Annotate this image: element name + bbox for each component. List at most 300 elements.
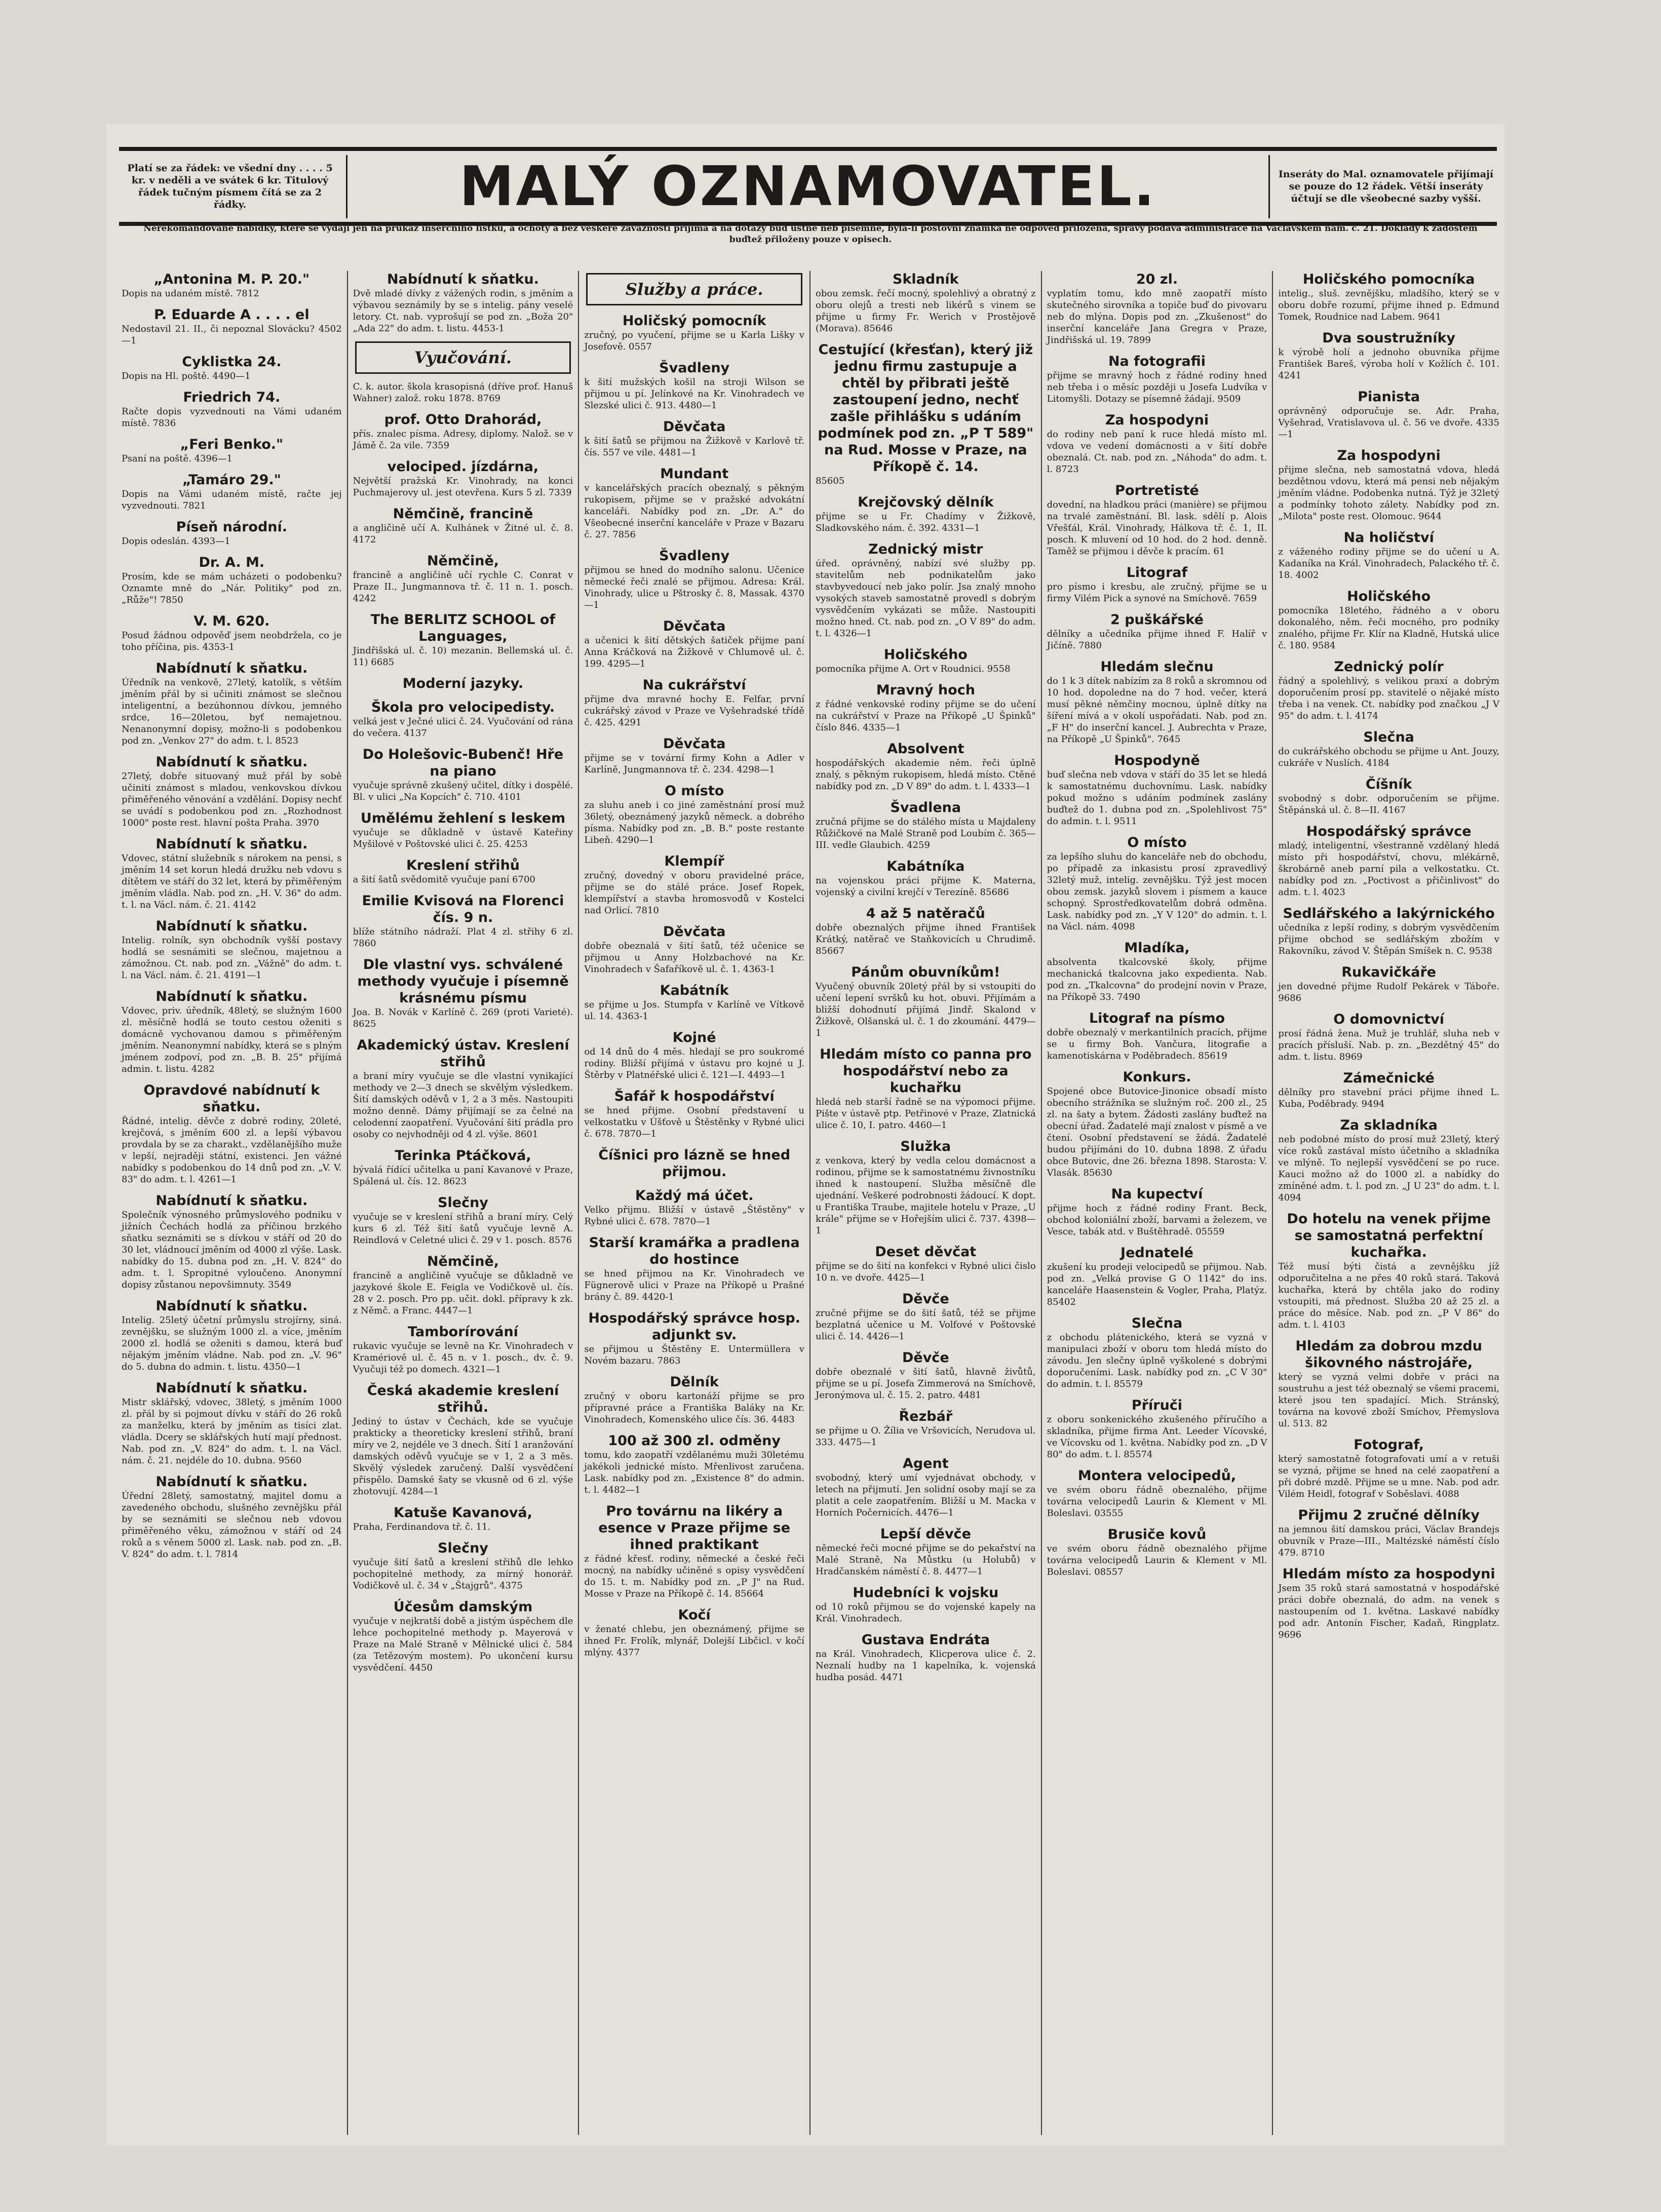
ad-title: Přijmu 2 zručné dělníky — [1298, 1507, 1480, 1523]
classified-ad — [122, 660, 342, 747]
ad-title: Klempíř — [664, 853, 724, 869]
ad-text: Mistr sklářský, vdovec, 38letý, s jměním 1000 zl. přál by si pojmout dívku v stáří do 26 roků za manželku, která by jměním as tisíci zlat. vládla. Dcery se sklářských hutí mají přednost. Nab. pod zn. „V. 824" do adm. t. l. na Václ. nám. č. 21. nejdéle do 10. dubna. 9560 — [122, 1397, 342, 1466]
ad-text: tomu, kdo zaopatří vzdělanému muži 30letému jakékoli jednické místo. Mřenlivost zaručena. Lask. nabídky pod zn. „Existence 8" do admin. t. l. 4482—1 — [584, 1450, 804, 1495]
ad-title: Děvčata — [663, 736, 726, 752]
ad-text: blíže státního nádraží. Plat 4 zl. střihy 6 zl. 7860 — [353, 926, 573, 949]
ad-title: Němčině, — [427, 1254, 499, 1269]
ad-title: Děvčata — [663, 618, 726, 634]
ad-text: C. k. autor. škola krasopisná (dříve prof. Hanuš Wahner) založ. roku 1878. 8769 — [353, 381, 573, 404]
ad-text: buď slečna neb vdova v stáří do 35 let se hledá k samostatnému duchovnímu. Lask. nabídky pokud možno s udáním podmínek zaslány buďtež do 1. dubna pod zn. „Spolehlivost 75" do admin. t. l. 9511 — [1047, 769, 1267, 827]
ad-text: přijme slečna, neb samostatná vdova, hledá bezdětnou vdovu, která má pensi neb nějakým jměním vládne. Podobenka nutná. Týž je 32letý a podmínky tohoto zálety. Nabídky pod zn. „Milota" poste rest. Olomouc. 9644 — [1278, 464, 1499, 522]
ad-column-4 — [810, 271, 1042, 2135]
classified-ad — [353, 1504, 573, 1533]
ad-text: úřed. oprávněný, nabízí své služby pp. stavitelům neb podnikatelům jako stavbyvedoucí neb jako polír. Jsa znalý mnoho vysokých staveb samostatně provedl s dobrým vysvědčením vykázati se může. Nastoupiti možno hned. Ct. nab. pod zn. „O V 89" do adm. t. l. 4326—1 — [815, 558, 1036, 639]
ad-title: Píseň národní. — [176, 519, 288, 535]
ad-title: Montera velocipedů, — [1077, 1468, 1237, 1484]
ad-text: dobře obeznalých přijme ihned František Krátký, natěrač ve Staňkovicích u Chrudimě. 85667 — [815, 922, 1036, 956]
classified-ad — [1278, 658, 1499, 722]
classified-ad — [122, 1380, 342, 1466]
ad-text: francině a angličině vyučuje se důkladně ve jazykové škole E. Feigla ve Vodičkově ul. čís. 28 v 2. posch. Pro pp. učit. dokl. přípravy k zk. z Němč. a Franc. 4447—1 — [353, 1270, 573, 1316]
ad-title: Cestující (křesťan), který již jednu firmu zastupuje a chtěl by přibrati ještě zastoupení jedno, nechť zašle přihlášku s udáním podmínek pod zn. „P T 589" na Rud. Mosse v Praze, na Příkopě č. 14. — [818, 342, 1034, 475]
ad-text: Vyučený obuvník 20letý přál by si vstoupiti do učení lepení svršků ku hot. obuvi. Přijímám a bližší dohodnutí přijímá Jindř. Skalond v Žižkově, Olšanská ul. č. 1 do zkoumání. 4479—1 — [815, 981, 1036, 1038]
ad-text: Praha, Ferdinandova tř. č. 11. — [353, 1522, 491, 1532]
ad-title: Příruči — [1131, 1398, 1183, 1413]
ad-text: hospodářských akademie něm. řeči úplně znalý, s pěkným rukopisem, hledá místo. Ctěné nabídky pod zn. „D V 89" do adm. t. l. 4333—1 — [815, 758, 1036, 792]
classified-ad — [1278, 1011, 1499, 1063]
classified-ad — [816, 646, 1036, 675]
ad-text: zručný, dovedný v oboru pravidelné práce, přijme se do stálé práce. Josef Ropek, klempířství a stavba hromosvodů v Kostelci nad Orlicí. 7810 — [584, 870, 804, 916]
classified-ad — [1047, 1186, 1267, 1237]
ad-title: Číšnici pro lázně se hned přijmou. — [598, 1147, 791, 1180]
ad-text: hledá neb starší řadně se na výpomoci přijme. Pište v ústavě ptp. Petřinové v Praze, Zlatnická ulice č. 10, I. patro. 4460—1 — [815, 1097, 1036, 1131]
ad-title: Hospodářský správce hosp. adjunkt sv. — [588, 1310, 800, 1343]
ad-text: se hned přijmou na Kr. Vinohradech ve Fügnerově ulici v Praze na Příkopě u Prašné brány č. 89. 4420-1 — [584, 1268, 804, 1302]
ad-text: zručný, po vyučení, přijme se u Karla Lišky v Josefově. 0557 — [584, 330, 804, 352]
classified-ad — [1278, 1437, 1499, 1500]
ad-title: Starší kramářka a pradlena do hostince — [589, 1235, 800, 1267]
ad-title: „Antonina M. P. 20." — [153, 271, 310, 287]
ad-title: Nabídnutí k sňatku. — [156, 1193, 308, 1209]
ad-text: z obchodu plátenického, která se vyzná v manipulaci zboží v oboru tom hledá místo do závodu. Jen slečny úplně vyškolené s dobrými doporučeními. Lask. nabídky pod zn. „C V 30" do admin. t. l. 85579 — [1047, 1332, 1267, 1389]
classified-ad — [1047, 271, 1267, 346]
ad-text: ve svém oboru řádně obeznalého, přijme továrna velocipedů Laurin & Klement v Ml. Boleslavi. 03555 — [1047, 1485, 1267, 1519]
classified-ad — [353, 699, 573, 739]
ad-title: Kojné — [672, 1030, 716, 1045]
classified-ad — [584, 1607, 804, 1658]
ad-text: z oboru sonkenického zkušeného příručího a skladníka, přijme firma Ant. Leeder Vícovské, ve Vícovsku od 1. května. Nabídky pod zn. „D V 80" do adm. t. l. 85574 — [1047, 1414, 1267, 1460]
classified-ad — [353, 956, 573, 1030]
ad-text: který samostatně fotografovati umí a v retuši se vyzná, přijme se hned na celé zaopatření a při dobré mzdě. Přijme se u mne. Nab. pod adr. Vilém Heidl, fotograf v Soběslavi. 4088 — [1278, 1454, 1499, 1499]
ad-title: Jednatelé — [1121, 1245, 1193, 1261]
ad-text: se přijmou u Štěstěny E. Untermüllera v Novém bazaru. 7863 — [584, 1344, 804, 1366]
ad-title: Friedrich 74. — [183, 390, 281, 405]
ad-title: Nabídnutí k sňatku. — [156, 1298, 308, 1314]
ad-title: 100 až 300 zl. odměny — [608, 1433, 781, 1449]
ad-title: Účesům damským — [393, 1599, 533, 1615]
ad-title: Na cukrářství — [642, 677, 746, 693]
ad-text: vyučuje se důkladně v ústavě Kateřiny Myšilové v Poštovské ulici č. 25. 4253 — [353, 827, 573, 849]
ad-title: Za skladníka — [1340, 1117, 1438, 1133]
ad-title: Služka — [900, 1139, 951, 1154]
classified-ad — [1047, 658, 1267, 745]
classified-ad — [1047, 482, 1267, 557]
ad-title: Slečna — [1363, 729, 1414, 745]
classified-ad — [353, 1599, 573, 1674]
classified-ad — [353, 458, 573, 498]
classified-ad — [122, 613, 342, 653]
classified-ad — [584, 618, 804, 670]
ad-column-3 — [579, 271, 810, 2135]
classified-ad — [1047, 412, 1267, 475]
ad-text: 27letý, dobře situovaný muž přál by sobě učiniti známost s mladou, venkovskou dívkou přiměřeného věnování a vzdělání. Dopisy nechť se uvádí s podobenkou pod zn. „Rozhodnost 1000" poste rest. hlavní pošta Praha. 3970 — [122, 771, 342, 828]
classified-ad — [584, 1234, 804, 1303]
ad-title: Cyklistka 24. — [182, 354, 282, 370]
ad-text: rukavic vyučuje se levně na Kr. Vinohradech v Kramériově ul. č. 45 n. v 1. posch., dv. č. 9. Vyučuji též po domech. 4321—1 — [353, 1341, 573, 1375]
classified-ad — [353, 271, 573, 334]
ad-title: Deset děvčat — [875, 1244, 977, 1260]
ad-text: a šití šatů svědomitě vyučuje paní 6700 — [353, 874, 535, 885]
ad-title: Dr. A. M. — [199, 555, 265, 570]
ad-text: Dvě mladé dívky z vážených rodin, s jměním a výbavou seznámily by se s intelig. pány veselé letory. Ct. nab. vyprošují se pod zn. „Boža 20" „Ada 22" do adm. t. listu. 4453-1 — [353, 288, 573, 334]
ad-text: přijme se u Fr. Chadímy v Žižkově, Sladkovského nám. č. 392. 4331—1 — [815, 511, 1036, 533]
classified-ad — [584, 853, 804, 916]
section-heading: Služby a práce. — [586, 273, 802, 305]
classified-ad — [1047, 940, 1267, 1003]
ad-title: Za hospodyni — [1105, 412, 1209, 428]
classified-ad — [122, 1082, 342, 1185]
ad-text: přijme dva mravné hochy E. Felfar, první cukrářský závod v Praze ve Vyšehradské třídě č. 425. 4291 — [584, 694, 804, 728]
ad-title: Šafář k hospodářství — [614, 1089, 775, 1104]
ad-text: německé řeči mocné přijme se do pekařství na Malé Straně, Na Můstku (u Holubů) v Hradčanském náměstí č. 8. 4477—1 — [815, 1543, 1036, 1577]
ad-text: zručná přijme se do stálého místa u Majdaleny Růžičkové na Malé Straně pod Loubím č. 365—III. vedle Glaubich. 4259 — [815, 817, 1036, 850]
ad-text: Řádné, intelig. děvče z dobré rodiny, 20leté, krejčová, s jměním 600 zl. a lepší výbavou provdala by se za charakt., vzdělanějšího muže v lepší, nejraději státní, existenci. Jen vážné nabídky s podobenkou do 14 dnů pod zn. „V. V. 83" do adm. t. l. 4261—1 — [122, 1116, 342, 1185]
ad-text: na jemnou šití damskou práci, Václav Brandejs obuvník v Praze—III., Maltézské náměstí číslo 479. 8710 — [1278, 1524, 1499, 1558]
classified-ad — [816, 341, 1036, 487]
classified-ad — [816, 682, 1036, 733]
classified-ad — [1047, 1526, 1267, 1578]
ad-text: do rodiny neb paní k ruce hledá místo ml. vdova ve vedení domácnosti a v šití dobře obeznalá. Ct. nab. pod zn. „Náhoda" do adm. t. l. 8723 — [1047, 429, 1267, 475]
ad-text: a angličině učí A. Kulhánek v Žitné ul. č. 8. 4172 — [353, 523, 573, 545]
classified-ad — [122, 554, 342, 606]
classified-ad — [816, 964, 1036, 1039]
ad-title: Holičského pomocníka — [1302, 271, 1475, 287]
ad-title: 2 puškářské — [1110, 612, 1204, 628]
classified-ad — [1047, 564, 1267, 604]
classified-ad — [584, 735, 804, 775]
classified-ad — [353, 1147, 573, 1187]
ad-text: Jindřišská ul. č. 10) mezanin. Bellemská ul. č. 11) 6685 — [353, 645, 573, 668]
classified-ad — [816, 905, 1036, 957]
ad-text: velká jest v Ječné ulici č. 24. Vyučování od rána do večera. 4137 — [353, 716, 573, 739]
ad-title: Nabídnutí k sňatku. — [156, 918, 308, 934]
ad-text: Intelig. rolník, syn obchodník vyšší postavy hodlá se sesnámiti se slečnou, majetnou a zámožnou. Ct. nab. pod zn. „Vážně" do adm. t. l. na Václ. nám. č. 21. 4191—1 — [122, 935, 342, 981]
ad-text: k šití mužských košil na stroji Wilson se přijmou u pí. Jelínkové na Kr. Vinohradech ve Slezské ulici č. 913. 4480—1 — [584, 377, 804, 411]
ad-title: velociped. jízdárna, — [387, 459, 539, 475]
ad-title: Brusiče kovů — [1107, 1527, 1207, 1542]
ad-text: do cukrářského obchodu se přijme u Ant. Jouzy, cukráře v Nuslích. 4184 — [1278, 746, 1499, 768]
ad-title: Němčině, — [427, 553, 499, 569]
ad-title: Hledám za dobrou mzdu šikovného nástrojáře, — [1295, 1338, 1482, 1371]
ad-text: 85605 — [815, 476, 845, 486]
classified-ad — [816, 1046, 1036, 1131]
classified-ad — [353, 746, 573, 803]
ad-column-2 — [348, 271, 580, 2135]
ad-text: Prosím, kde se mám ucházeti o podobenku? Oznamte mně do „Nár. Politiky" pod zn. „Růže"! 7850 — [122, 571, 342, 605]
ad-title: Slečny — [438, 1195, 488, 1211]
ad-columns — [117, 271, 1504, 2135]
ad-text: dovední, na hladkou práci (manière) se přijmou na trvalé zaměstnání. Bl. lask. sdělí p. Alois Vřešťál, Král. Vinohrady, Hálkova tř. č. 1, II. posch. K mluvení od 10 hod. do 2 hod. denně. Taměž se přijmou i děvče k pracím. 61 — [1047, 499, 1267, 557]
ad-text: zručné přijme se do šití šatů, též se přijme bezplatná učenice u M. Volfové v Poštovské ulici č. 14. 4426—1 — [815, 1308, 1036, 1342]
ad-text: zručný v oboru kartonáží přijme se pro přípravné práce a Františka Baláky na Kr. Vinohradech, Komenského ulice čís. 36. 4483 — [584, 1391, 804, 1425]
ad-text: Intelig. 25letý účetní průmyslu strojírny, siná. zevnějšku, se služným 1000 zl. a více, jměním 2000 zl. hodlá se oženiti s damou, která buď nějakým jměním vládne. Nab. pod zn. „V. 96" do 5. dubna do admin. t. listu. 4350—1 — [122, 1315, 342, 1372]
ad-text: bývalá řídící učitelka u paní Kavanové v Praze, Spálená ul. čís. 12. 8623 — [353, 1165, 573, 1187]
ad-title: Slečny — [438, 1540, 488, 1556]
ad-title: Na fotografii — [1108, 354, 1206, 369]
ad-text: Nedostavil 21. II., či nepoznal Slovácku? 4502—1 — [122, 324, 342, 346]
newspaper-page — [106, 124, 1504, 2145]
ad-title: Nabídnutí k sňatku. — [387, 271, 539, 287]
ad-title: Portretisté — [1115, 483, 1199, 498]
ad-title: Zednický polír — [1334, 659, 1444, 675]
ad-text: se přijme u O. Žília ve Vršovicích, Nerudova ul. 333. 4475—1 — [815, 1425, 1036, 1448]
classified-ad — [1278, 529, 1499, 581]
ad-text: do 1 k 3 dítek nabízím za 8 roků a skromnou od 10 hod. dopoledne na do 7 hod. večer, která musí pěkné němčiny mocnou, úplně dítky na šíření mívá a v okolí uspořádati. Nab. pod zn. „F H" do inserční kancel. J. Aubrechta v Praze, na Příkopě „U Špinků". 7645 — [1047, 676, 1267, 745]
classified-ad — [1047, 752, 1267, 827]
classified-ad — [584, 1029, 804, 1081]
ad-title: Pánům obuvníkům! — [851, 964, 1000, 980]
classified-ad — [353, 810, 573, 850]
ad-text: k šití šatů se přijmou na Žižkově v Karlově tř. čís. 557 ve vile. 4481—1 — [584, 436, 804, 458]
classified-ad — [816, 1244, 1036, 1284]
ad-text: pro písmo i kresbu, ale zručný, přijme se u firmy Vilém Pick a synové na Smíchově. 7659 — [1047, 581, 1267, 604]
classified-ad — [353, 411, 573, 451]
classified-ad — [1047, 1467, 1267, 1519]
classified-ad — [816, 1291, 1036, 1342]
classified-ad — [1278, 1070, 1499, 1110]
ad-text: přijme se do šití na konfekci v Rybné ulici čislo 10 n. ve dvoře. 4425—1 — [815, 1261, 1036, 1283]
ad-text: intelig., sluš. zevnějšku, mladšího, který se v oboru dobře rozumí, přijme ihned p. Edmund Tomek, Roudnice nad Labem. 9641 — [1278, 288, 1499, 322]
ad-title: Kabátník — [660, 983, 729, 998]
ad-text: ve svém oboru řádně obeznalého přijme továrna velocipedů Laurin & Klement v Ml. Boleslavi. 08557 — [1047, 1543, 1267, 1577]
ad-text: za sluhu aneb i co jiné zaměstnání prosí muž 36letý, obeznámený jazyků německ. a dobrého písma. Nabídky pod zn. „B. B." poste restante Libeň. 4290—1 — [584, 800, 804, 845]
classified-ad — [816, 541, 1036, 639]
ad-text: vyučuje v nejkratší době a jistým úspěchem dle lehce pochopitelné methody p. Mayerová v Praze na Malé Straně v Mělnické ulici č. 584 (za Tetězovým mostem). Po ukončení kursu vysvědčení. 4450 — [353, 1616, 573, 1673]
ad-title: Nabídnutí k sňatku. — [156, 989, 308, 1004]
ad-text: a učenici k šití dětských šatiček přijme paní Anna Kráčková na Žižkově v Chlumově ul. č. 199. 4295—1 — [584, 635, 804, 669]
ad-text: k výrobě holí a jednoho obuvníka přijme František Bareš, výroba holí v Kožlích č. 101. 4241 — [1278, 347, 1499, 381]
ad-title: Akademický ústav. Kreslení střihů — [357, 1037, 569, 1070]
ad-text: učedníka z lepší rodiny, s dobrým vysvědčením přijme obchod se sedlářským zbožím v Rakovníku, závod V. Štěpán Smíšek n. C. 9538 — [1278, 922, 1499, 956]
classified-ad — [816, 271, 1036, 334]
ad-title: Litograf — [1126, 565, 1188, 580]
classified-ad — [122, 472, 342, 512]
section-heading: Vyučování. — [355, 341, 571, 374]
ad-text: Největší pražská Kr. Vinohrady, na konci Puchmajerovy ul. jest otevřena. Kurs 5 zl. 7339 — [353, 476, 573, 498]
classified-ad — [584, 923, 804, 975]
ad-text: na Král. Vinohradech, Klicperova ulice č. 2. Neznalí hudby na 1 kapelníka, k. vojenská hudba posád. 4471 — [815, 1649, 1036, 1683]
ad-text: přís. znalec písma. Adresy, diplomy. Nalož. se v Jámě č. 2a vile. 7359 — [353, 429, 573, 451]
classified-ad — [584, 313, 804, 353]
ad-text: se hned přijme. Osobní představení u velkostatku v Úšťově u Štěstěnky v Rybné ulici č. 678. 7870—1 — [584, 1105, 804, 1139]
ad-title: prof. Otto Drahorád, — [384, 412, 542, 428]
ad-title: Děvčata — [663, 419, 726, 435]
page-title: MALÝ OZNAMOVATEL. — [346, 155, 1270, 218]
classified-ad — [1278, 1338, 1499, 1429]
ad-title: V. M. 620. — [194, 613, 270, 629]
classified-ad — [816, 1526, 1036, 1577]
ad-text: Dopis odeslán. 4393—1 — [122, 536, 230, 547]
ad-text: od 10 roků přijmou se do vojenské kapely na Král. Vinohradech. — [815, 1602, 1036, 1624]
ad-title: Umělému žehlení s leskem — [360, 810, 566, 826]
ad-text: přijme hoch z řádné rodiny Frant. Beck, obchod koloniální zboží, barvami a železem, ve Vesce, tabák atd. v Buštěhradě. 05559 — [1047, 1203, 1267, 1237]
classified-ad — [353, 381, 573, 404]
classified-ad — [816, 741, 1036, 792]
classified-ad — [1047, 1069, 1267, 1179]
ad-text: absolventa tkalcovské školy, přijme mechanická tkalcovna jako expedienta. Nab. pod zn. „Tkalcovna" do prodejní novin v Praze, na Příkopě 33. 7490 — [1047, 957, 1267, 1002]
classified-ad — [353, 1037, 573, 1140]
classified-ad — [1047, 1315, 1267, 1390]
classified-ad — [584, 1147, 804, 1180]
ad-title: Konkurs. — [1123, 1069, 1191, 1085]
ad-title: Gustava Endráta — [861, 1632, 990, 1648]
ad-title: Švadleny — [659, 360, 730, 376]
ad-title: Děvčata — [663, 924, 726, 940]
ad-title: Němčině, francině — [393, 506, 533, 522]
ad-text: dobře obeznalá v šití šatů, též učenice se přijmou u Anny Holzbachové na Kr. Vinohradech v Šafaříkově ul. č. 1. 4363-1 — [584, 941, 804, 975]
classified-ad — [584, 1088, 804, 1140]
ad-text: Velko přijmu. Bližší v ústavě „Štěstěny" v Rybné ulici č. 678. 7870—1 — [584, 1205, 804, 1227]
ad-text: na vojenskou práci přijme K. Materna, vojenský a civilní krejčí v Terezíně. 85686 — [815, 875, 1036, 898]
classified-ad — [122, 918, 342, 981]
classified-ad — [353, 892, 573, 949]
classified-ad — [353, 1194, 573, 1246]
ad-title: Hledám slečnu — [1100, 659, 1214, 675]
classified-ad — [816, 799, 1036, 851]
ad-title: „Feri Benko." — [180, 437, 284, 452]
ad-title: Za hospodyni — [1337, 448, 1441, 463]
classified-ad — [584, 1310, 804, 1367]
ad-title: The BERLITZ SCHOOL of Languages, — [370, 612, 556, 644]
classified-ad — [122, 519, 342, 547]
ad-title: Škola pro velocipedisty. — [371, 700, 555, 715]
ad-text: dělníky pro stavební práci přijme ihned L. Kuba, Poděbrady. 9494 — [1278, 1087, 1499, 1109]
ad-text: Dopis na Vámi udaném místě, račte jej vyzvednouti. 7821 — [122, 489, 342, 511]
ad-title: Dělník — [670, 1374, 719, 1390]
classified-ad — [1278, 1211, 1499, 1331]
ad-text: vyučuje šití šatů a kreslení střihů dle lehko pochopitelné methody, za mírný honorář. Vodičkově ul. č. 34 v „Štajgrů". 4375 — [353, 1557, 573, 1591]
ad-title: Dle vlastní vys. schválené methody vyučuje i písemně krásnému písmu — [357, 957, 569, 1006]
classified-ad — [1047, 834, 1267, 933]
classified-ad — [122, 1298, 342, 1373]
ad-title: Skladník — [893, 271, 959, 287]
ad-title: Na holičství — [1343, 530, 1434, 546]
ad-text: od 14 dnů do 4 měs. hledají se pro soukromé rodiny. Bližší přijímá v ústavu pro kojné u J. Štěrby v Platnéřské ulici č. 121—I. 4493—1 — [584, 1046, 804, 1080]
ad-title: Nabídnutí k sňatku. — [156, 661, 308, 676]
ad-text: obou zemsk. řečí mocný, spolehlivý a obratný z oboru olejů a tresti neb likérů s vinem se přijme u firmy Fr. Werich v Prostějově (Morava). 85646 — [815, 288, 1036, 334]
ad-title: O místo — [1127, 835, 1187, 850]
ad-text: z řádné venkovské rodiny přijme se do učení na cukrářství v Praze na Příkopě „U Špinků" číslo 846. 4335—1 — [815, 699, 1036, 733]
ad-text: z řádné křesť. rodiny, německé a české řeči mocný, na nabídky učiněné s opisy vysvědčení do 15. t. m. Nabídky pod zn. „P J" na Rud. Mosse v Praze na Příkopě č. 14. 85664 — [584, 1554, 804, 1599]
ad-title: Dva soustružníky — [1322, 330, 1456, 346]
classified-ad — [584, 783, 804, 846]
ad-text: Vdovec, priv. úředník, 48letý, se služným 1600 zl. měsíčně hodlá se touto cestou oženiti s domácně vychovanou damou s přiměřeným jměním. Neanonymní nabídky, která se s plným jménem zodpoví, pod zn. „B. B. 25" přijímá admin. t. listu. 4282 — [122, 1005, 342, 1074]
classified-ad — [122, 988, 342, 1075]
classified-ad — [584, 1374, 804, 1425]
ad-title: Řezbář — [899, 1409, 953, 1424]
masthead-note: Nerekomandované nabídky, které se vydají jen na průkaz inserčního lístku, a ochoty a bez veškeré závaznosti přijímá a na dotazy buď ústně neb písemně, byla-li poštovní známka ne odpověď přiložena, správy podává administrace na Václavském nám. č. 21. Doklady k žádostem buďtež přiloženy pouze v opisech. — [143, 223, 1478, 245]
ad-text: Úředník na venkově, 27letý, katolík, s větším jměním přál by si učiniti známost se slečnou inteligentní, a bezúhonnou dívkou, jemného srdce, 16—20letou, byť nemajetnou. Nenanonymní dopisy, možno-li s podobenkou pod zn. „Venkov 27" do adm. t. l. 8523 — [122, 677, 342, 746]
ad-column-6 — [1273, 271, 1504, 2135]
classified-ad — [584, 418, 804, 458]
classified-ad — [816, 1138, 1036, 1236]
ad-title: Zednický mistr — [868, 541, 983, 557]
ad-title: Děvče — [902, 1291, 949, 1307]
ad-title: Pianista — [1358, 389, 1420, 405]
classified-ad — [122, 389, 342, 429]
ad-text: dobře obeznalé v šití šatů, hlavně živůtů, přijme se u pí. Josefa Zimmerová na Smíchově, Jeronýmova ul. č. 15. 2. patro. 4481 — [815, 1367, 1036, 1401]
ad-text: se přijme u Jos. Stumpfa v Karlíně ve Vítkově ul. 14. 4363-1 — [584, 999, 804, 1022]
ad-title: Pro továrnu na likéry a esence v Praze přijme se ihned praktikant — [598, 1503, 791, 1553]
ad-title: Moderní jazyky. — [402, 676, 524, 691]
ad-text: mladý, inteligentní, všestranně vzdělaný hledá místo při hospodářství, chovu, mlékárně, škrobárně aneb parní pila a velkostatku. Ct. nabídky pod zn. „Poctivost a přičinlivost" do adm. t. l. 4023 — [1278, 840, 1499, 898]
ad-text: svobodný s dobr. odporučením se přijme. Štěpánská ul. č. 8—II. 4167 — [1278, 793, 1499, 816]
ad-text: oprávněný odporučuje se. Adr. Praha, Vyšehrad, Vratislavova ul. č. 56 ve dvoře. 4335—1 — [1278, 406, 1499, 440]
ad-title: Holičského — [883, 647, 968, 663]
ad-text: svobodný, který umí vyjednávat obchody, v letech na přijmutí. Jen solidní osoby mají se za platit a cele zaopatřením. Bližší u M. Macka v Horních Počernicích. 4476—1 — [815, 1472, 1036, 1518]
ad-title: Mundant — [660, 466, 729, 482]
ad-title: Tamborírování — [408, 1324, 518, 1340]
classified-ad — [122, 354, 342, 382]
classified-ad — [353, 506, 573, 546]
classified-ad — [816, 494, 1036, 534]
classified-ad — [1278, 729, 1499, 769]
ad-title: „Tamáro 29." — [182, 472, 281, 488]
classified-ad — [1278, 905, 1499, 957]
ad-text: vyplatím tomu, kdo mně zaopatří místo skutečného sirovníka a topiče buď do pivovaru neb do mlýna. Dopis pod zn. „Zkušenost" do inserční kanceláře Jana Gregra v Praze, Jindřišská ul. 19. 7899 — [1047, 288, 1267, 345]
classified-ad — [122, 271, 342, 299]
ad-text: pomocníka přijme A. Ort v Roudnici. 9558 — [815, 664, 1011, 674]
ad-title: Nabídnutí k sňatku. — [156, 1380, 308, 1396]
ad-title: Emilie Kvisová na Florenci čís. 9 n. — [362, 893, 564, 925]
classified-ad — [353, 857, 573, 885]
ad-text: zkušení ku prodeji velocipedů se přijmou. Nab. pod zn. „Velká provise G O 1142" do ins. kanceláře Haasenstein & Vogler, Praha, Platýz. 85402 — [1047, 1262, 1267, 1307]
classified-ad — [1047, 1397, 1267, 1460]
ad-text: neb podobné místo do prosí muž 23letý, který více roků zastával místo účetního a skladníka ve mlýně. To nejlepší vysvědčení se po ruce. Kauci možno až do 1000 zl. a nabídky do zmíněné adm. t. l. pod zn. „J U 23" do adm. t. l. 4094 — [1278, 1134, 1499, 1203]
ad-text: vyučuje se v kreslení střihů a braní míry. Celý kurs 6 zl. Též šití šatů vyučuje levně A. Reindlová v Celetné ulici č. 29 v 1. posch. 8576 — [353, 1212, 573, 1246]
ad-text: Úřední 28letý, samostatný, majitel domu a zavedeného obchodu, slušného zevnějšku přál by se seznámiti se slečnou neb vdovou přiměřeného věku, zámožnou v stáří od 24 roků a s věnem 5000 zl. Lask. nab. pod zn. „B. V. 824" do adm. t. l. 7814 — [122, 1491, 342, 1560]
ad-text: který se vyzná velmi dobře v práci na soustruhu a jest též obeznalý se všemi pracemi, které jsou ten spadající. Mich. Stránský, továrna na kovové zboží Smíchov, Přemyslova ul. 513. 82 — [1278, 1372, 1499, 1429]
ad-text: přijmou se hned do modního salonu. Učenice německé řeči znalé se přijmou. Adresa: Král. Vinohrady, ulice u Pštrosky č. 8, Massak. 4370—1 — [584, 565, 804, 610]
ad-title: Hledám místo za hospodyni — [1282, 1566, 1495, 1582]
ad-text: Dopis na Hl. poště. 4490—1 — [122, 371, 251, 381]
classified-ad — [1047, 1245, 1267, 1308]
classified-ad — [1278, 447, 1499, 522]
classified-ad — [122, 754, 342, 829]
ad-title: Nabídnutí k sňatku. — [156, 836, 308, 852]
ad-title: Fotograf, — [1354, 1437, 1424, 1453]
ad-title: Hospodářský správce — [1306, 824, 1472, 839]
ad-text: Vdovec, státní služebník s nárokem na pensi, s jměním 14 set korun hledá družku neb vdovu s dítětem ve stáří do 32 let, která by přiměřeným jměním vládla. Nab. pod zn. „H. V. 36" do adm. t. l. na Václ. nám. č. 21. 4142 — [122, 853, 342, 910]
ad-title: Lepší děvče — [880, 1526, 971, 1542]
ad-title: O místo — [665, 783, 724, 799]
classified-ad — [1278, 1117, 1499, 1204]
ad-title: Sedlářského a lakýrnického — [1283, 906, 1495, 921]
ad-title: Do Holešovic-Bubenč! Hře na piano — [362, 747, 564, 779]
ad-text: Jediný to ústav v Čechách, kde se vyučuje prakticky a theoreticky kreslení střihů, braní míry ve 2, nejdéle ve 3 dnech. Šití 1 aranžování damských oděvů vyučuje se v 1, 2 a 3 měs. Skvělý výsledek zaručený. Další vysvědčení přispělo. Damské šaty se vkusně od 6 zl. výše zhotovují. 4284—1 — [353, 1416, 573, 1497]
ad-text: Též musí býti čistá a zevnějšku jíž odporučitelna a ne přes 40 roků stará. Taková kuchařka, která by chtěla jako do rodiny vstoupiti, má přednost. Služba 20 až 25 zl. a práce do měsíce. Nab. pod zn. „P V 86" do adm. t. l. 4103 — [1278, 1261, 1499, 1330]
classified-ad — [1278, 964, 1499, 1004]
ad-text: z venkova, který by vedla celou domácnost a rodinou, přijme se k samostatnému živnostníku ihned k nastoupení. Služba měsíčně dle ujednání. Veškeré podrobnosti žádoucí. K dopt. u Františka Traube, majitele hotelu v Praze, „U krále" přijme se v Hořejším ulici č. 737. 4398—1 — [815, 1155, 1036, 1236]
ad-title: Číšník — [1365, 777, 1412, 792]
ad-column-5 — [1042, 271, 1273, 2135]
classified-ad — [1278, 823, 1499, 898]
classified-ad — [584, 677, 804, 728]
ad-title: Opravdové nabídnutí k sňatku. — [143, 1082, 320, 1115]
classified-ad — [584, 548, 804, 611]
classified-ad — [816, 1455, 1036, 1519]
ad-title: Mladíka, — [1124, 940, 1190, 956]
classified-ad — [353, 553, 573, 604]
classified-ad — [122, 836, 342, 911]
ad-text: Račte dopis vyzvednouti na Vámi udaném místě. 7836 — [122, 406, 342, 429]
ad-text: Posud žádnou odpověď jsem neobdržela, co je toho příčina, pis. 4353-1 — [122, 630, 342, 652]
classified-ad — [1278, 588, 1499, 651]
classified-ad — [584, 1432, 804, 1496]
ad-title: Hospodyně — [1114, 753, 1200, 768]
classified-ad — [1278, 330, 1499, 381]
classified-ad — [353, 1253, 573, 1316]
classified-ad — [816, 1408, 1036, 1448]
